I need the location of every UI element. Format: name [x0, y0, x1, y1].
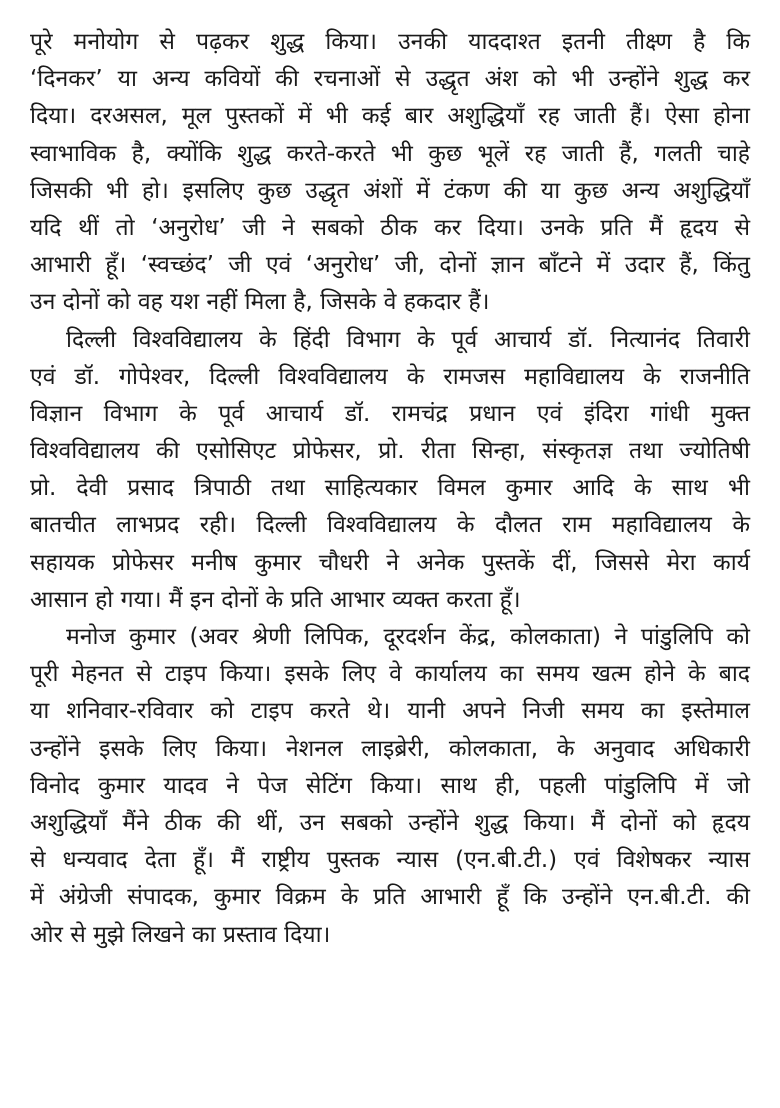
- text-line: से धन्यवाद देता हूँ। मैं राष्ट्रीय पुस्तक न्यास (एन.बी.टी.) एवं विशेषकर न्यास: [30, 847, 750, 874]
- text-line: सहायक प्रोफेसर मनीष कुमार चौधरी ने अनेक पुस्तकें दीं, जिससे मेरा कार्य: [30, 549, 750, 576]
- text-line: ओर से मुझे लिखने का प्रस्ताव दिया।: [30, 921, 331, 948]
- document-page: [30, 24, 750, 954]
- text-line: बातचीत लाभप्रद रही। दिल्ली विश्वविद्यालय के दौलत राम महाविद्यालय के: [30, 512, 750, 539]
- text-line: ‘दिनकर’ या अन्य कवियों की रचनाओं से उद्धृत अंश को भी उन्होंने शुद्ध कर: [30, 66, 750, 93]
- text-line: जिसकी भी हो। इसलिए कुछ उद्धृत अंशों में टंकण की या कुछ अन्य अशुद्धियाँ: [30, 177, 750, 204]
- text-line: विनोद कुमार यादव ने पेज सेटिंग किया। साथ ही, पहली पांडुलिपि में जो: [30, 772, 750, 799]
- text-line: विश्वविद्यालय की एसोसिएट प्रोफेसर, प्रो. रीता सिन्हा, संस्कृतज्ञ तथा ज्योतिषी: [30, 438, 750, 465]
- text-line: पूरी मेहनत से टाइप किया। इसके लिए वे कार्यालय का समय खत्म होने के बाद: [30, 661, 750, 688]
- text-line: उन्होंने इसके लिए किया। नेशनल लाइब्रेरी, कोलकाता, के अनुवाद अधिकारी: [30, 735, 750, 762]
- text-line: अशुद्धियाँ मैंने ठीक की थीं, उन सबको उन्होंने शुद्ध किया। मैं दोनों को हृदय: [30, 809, 750, 836]
- text-line: पूरे मनोयोग से पढ़कर शुद्ध किया। उनकी याददाश्त इतनी तीक्ष्ण है कि: [30, 29, 750, 55]
- text-line: आसान हो गया। मैं इन दोनों के प्रति आभार व्यक्त करता हूँ।: [30, 586, 521, 613]
- text-line: प्रो. देवी प्रसाद त्रिपाठी तथा साहित्यकार विमल कुमार आदि के साथ भी: [30, 475, 750, 502]
- text-line: दिया। दरअसल, मूल पुस्तकों में भी कई बार अशुद्धियाँ रह जाती हैं। ऐसा होना: [30, 103, 750, 130]
- text-line: में अंग्रेजी संपादक, कुमार विक्रम के प्रति आभारी हूँ कि उन्होंने एन.बी.टी. की: [30, 884, 750, 911]
- text-line: उन दोनों को वह यश नहीं मिला है, जिसके वे हकदार हैं।: [30, 289, 490, 316]
- text-line: यदि थीं तो ‘अनुरोध’ जी ने सबको ठीक कर दिया। उनके प्रति मैं हृदय से: [30, 214, 750, 241]
- text-line: मनोज कुमार (अवर श्रेणी लिपिक, दूरदर्शन केंद्र, कोलकाता) ने पांडुलिपि को: [66, 624, 750, 650]
- text-line: या शनिवार-रविवार को टाइप करते थे। यानी अपने निजी समय का इस्तेमाल: [30, 698, 750, 725]
- text-line: स्वाभाविक है, क्योंकि शुद्ध करते-करते भी कुछ भूलें रह जाती हैं, गलती चाहे: [30, 140, 750, 167]
- text-line: दिल्ली विश्वविद्यालय के हिंदी विभाग के पूर्व आचार्य डॉ. नित्यानंद तिवारी: [66, 326, 750, 353]
- text-line: विज्ञान विभाग के पूर्व आचार्य डॉ. रामचंद्र प्रधान एवं इंदिरा गांधी मुक्त: [30, 400, 750, 427]
- text-line: आभारी हूँ। ‘स्वच्छंद’ जी एवं ‘अनुरोध’ जी, दोनों ज्ञान बाँटने में उदार हैं, किंतु: [30, 252, 750, 279]
- text-line: एवं डॉ. गोपेश्वर, दिल्ली विश्वविद्यालय के रामजस महाविद्यालय के राजनीति: [30, 363, 750, 390]
